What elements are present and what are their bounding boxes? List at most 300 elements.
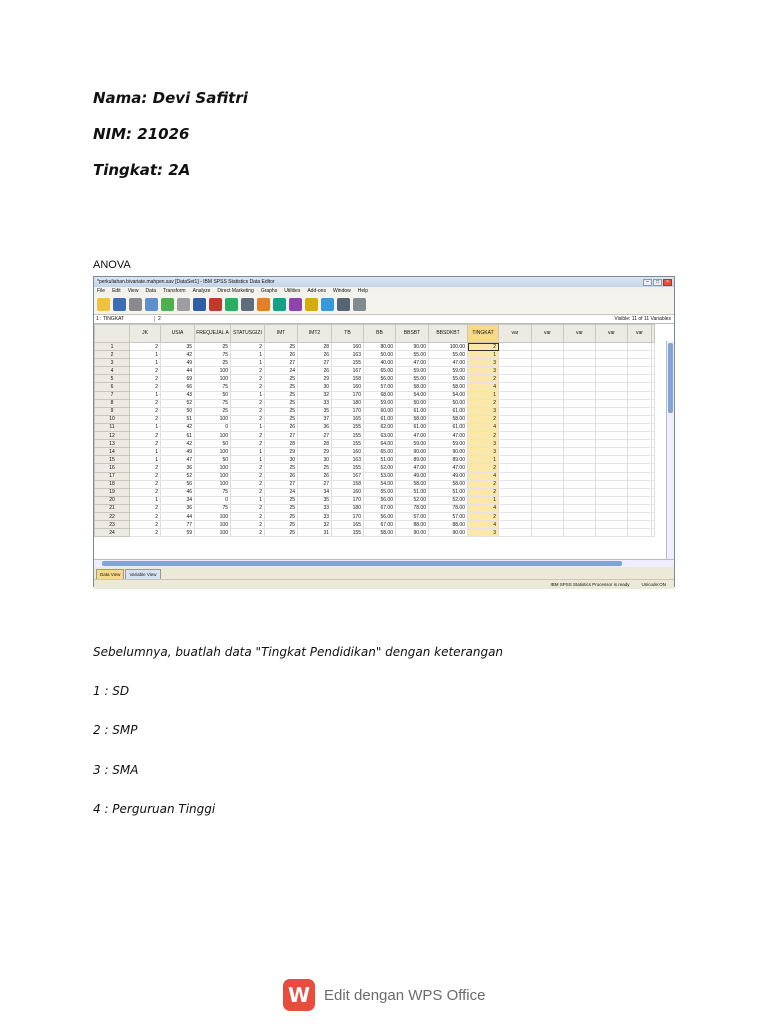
- table-cell[interactable]: 155: [332, 359, 364, 367]
- empty-cell[interactable]: [596, 504, 628, 512]
- table-cell[interactable]: 2: [231, 480, 265, 488]
- empty-cell[interactable]: [628, 383, 652, 391]
- table-cell[interactable]: 2: [468, 432, 499, 440]
- close-icon[interactable]: ×: [663, 279, 672, 286]
- table-cell[interactable]: 34: [298, 488, 332, 496]
- empty-cell[interactable]: [596, 367, 628, 375]
- empty-cell[interactable]: [596, 488, 628, 496]
- empty-cell[interactable]: [628, 375, 652, 383]
- table-cell[interactable]: 4: [468, 383, 499, 391]
- table-cell[interactable]: 3: [468, 407, 499, 415]
- menu-item[interactable]: View: [127, 288, 139, 294]
- table-cell[interactable]: 50.00: [396, 399, 429, 407]
- table-cell[interactable]: 90.00: [396, 529, 429, 537]
- wps-edit-link[interactable]: Edit dengan WPS Office: [324, 986, 486, 1004]
- table-cell[interactable]: 2: [231, 432, 265, 440]
- table-cell[interactable]: 61.00: [364, 415, 396, 423]
- table-cell[interactable]: 2: [130, 512, 161, 520]
- table-cell[interactable]: 50.00: [429, 399, 468, 407]
- empty-cell[interactable]: [499, 440, 532, 448]
- table-cell[interactable]: 2: [130, 529, 161, 537]
- maximize-icon[interactable]: □: [653, 279, 662, 286]
- table-cell[interactable]: 2: [231, 399, 265, 407]
- table-cell[interactable]: 1: [130, 496, 161, 504]
- table-cell[interactable]: 24: [265, 488, 298, 496]
- empty-cell[interactable]: [596, 521, 628, 529]
- table-cell[interactable]: 51.00: [396, 488, 429, 496]
- table-cell[interactable]: 3: [468, 529, 499, 537]
- empty-cell[interactable]: [499, 343, 532, 351]
- table-cell[interactable]: 25: [195, 343, 231, 351]
- empty-cell[interactable]: [564, 415, 596, 423]
- table-cell[interactable]: 167: [332, 472, 364, 480]
- empty-cell[interactable]: [499, 504, 532, 512]
- table-cell[interactable]: 35: [298, 407, 332, 415]
- table-cell[interactable]: 60.00: [364, 407, 396, 415]
- table-cell[interactable]: 25: [265, 383, 298, 391]
- split-file-icon[interactable]: [289, 298, 302, 311]
- table-cell[interactable]: 100: [195, 415, 231, 423]
- menu-item[interactable]: Edit: [112, 288, 121, 294]
- table-cell[interactable]: 26: [265, 351, 298, 359]
- empty-cell[interactable]: [532, 375, 564, 383]
- table-cell[interactable]: 1: [468, 456, 499, 464]
- table-cell[interactable]: 55.00: [396, 351, 429, 359]
- table-cell[interactable]: 50: [195, 456, 231, 464]
- empty-cell[interactable]: [628, 415, 652, 423]
- table-cell[interactable]: 2: [130, 504, 161, 512]
- table-cell[interactable]: 0: [195, 496, 231, 504]
- empty-cell[interactable]: [596, 375, 628, 383]
- empty-cell[interactable]: [499, 351, 532, 359]
- column-header[interactable]: var: [564, 325, 596, 343]
- table-cell[interactable]: 4: [468, 521, 499, 529]
- table-cell[interactable]: 30: [265, 456, 298, 464]
- table-cell[interactable]: 59.00: [396, 367, 429, 375]
- table-cell[interactable]: 27: [265, 359, 298, 367]
- table-cell[interactable]: 1: [231, 496, 265, 504]
- empty-cell[interactable]: [499, 432, 532, 440]
- column-header[interactable]: USIA: [161, 325, 195, 343]
- empty-cell[interactable]: [532, 351, 564, 359]
- empty-cell[interactable]: [628, 440, 652, 448]
- row-number[interactable]: 17: [95, 472, 130, 480]
- table-cell[interactable]: 2: [231, 367, 265, 375]
- empty-cell[interactable]: [628, 448, 652, 456]
- table-cell[interactable]: 55.00: [429, 375, 468, 383]
- table-cell[interactable]: 68.00: [364, 391, 396, 399]
- empty-cell[interactable]: [628, 488, 652, 496]
- row-number[interactable]: 22: [95, 512, 130, 520]
- table-cell[interactable]: 50: [195, 391, 231, 399]
- table-cell[interactable]: 28: [265, 440, 298, 448]
- table-cell[interactable]: 25: [265, 512, 298, 520]
- empty-cell[interactable]: [596, 456, 628, 464]
- table-cell[interactable]: 100: [195, 512, 231, 520]
- weight-cases-icon[interactable]: [305, 298, 318, 311]
- table-cell[interactable]: 0: [195, 423, 231, 431]
- table-cell[interactable]: 25: [265, 343, 298, 351]
- empty-cell[interactable]: [596, 512, 628, 520]
- goto-case-icon[interactable]: [193, 298, 206, 311]
- table-cell[interactable]: 25: [265, 407, 298, 415]
- table-cell[interactable]: 59.00: [429, 440, 468, 448]
- table-cell[interactable]: 90.00: [396, 343, 429, 351]
- table-cell[interactable]: 25: [265, 521, 298, 529]
- row-number[interactable]: 16: [95, 464, 130, 472]
- table-cell[interactable]: 25: [298, 464, 332, 472]
- table-cell[interactable]: 1: [130, 456, 161, 464]
- table-cell[interactable]: 26: [298, 472, 332, 480]
- table-cell[interactable]: 40.00: [364, 359, 396, 367]
- table-cell[interactable]: 35: [161, 343, 195, 351]
- table-cell[interactable]: 59.00: [364, 399, 396, 407]
- table-cell[interactable]: 163: [332, 351, 364, 359]
- empty-cell[interactable]: [628, 423, 652, 431]
- table-cell[interactable]: 77: [161, 521, 195, 529]
- empty-cell[interactable]: [596, 440, 628, 448]
- insert-cases-icon[interactable]: [257, 298, 270, 311]
- table-cell[interactable]: 54.00: [429, 391, 468, 399]
- empty-cell[interactable]: [628, 367, 652, 375]
- table-cell[interactable]: 2: [468, 375, 499, 383]
- column-header[interactable]: TINGKAT: [468, 325, 499, 343]
- table-cell[interactable]: 44: [161, 367, 195, 375]
- empty-cell[interactable]: [499, 529, 532, 537]
- empty-cell[interactable]: [532, 367, 564, 375]
- empty-cell[interactable]: [564, 448, 596, 456]
- empty-cell[interactable]: [499, 383, 532, 391]
- table-cell[interactable]: 66: [161, 383, 195, 391]
- table-cell[interactable]: 2: [130, 383, 161, 391]
- menu-item[interactable]: File: [97, 288, 106, 294]
- table-cell[interactable]: 88.00: [429, 521, 468, 529]
- goto-variable-icon[interactable]: [209, 298, 222, 311]
- table-cell[interactable]: 180: [332, 504, 364, 512]
- table-cell[interactable]: 160: [332, 488, 364, 496]
- insert-variable-icon[interactable]: [273, 298, 286, 311]
- empty-cell[interactable]: [628, 521, 652, 529]
- table-cell[interactable]: 100: [195, 472, 231, 480]
- table-cell[interactable]: 2: [130, 432, 161, 440]
- table-cell[interactable]: 33: [298, 512, 332, 520]
- table-cell[interactable]: 36: [161, 504, 195, 512]
- empty-cell[interactable]: [628, 391, 652, 399]
- row-number[interactable]: 3: [95, 359, 130, 367]
- table-cell[interactable]: 61.00: [396, 423, 429, 431]
- table-cell[interactable]: 62.00: [364, 423, 396, 431]
- table-cell[interactable]: 25: [265, 375, 298, 383]
- row-number[interactable]: 19: [95, 488, 130, 496]
- table-cell[interactable]: 29: [265, 448, 298, 456]
- table-cell[interactable]: 42: [161, 440, 195, 448]
- empty-cell[interactable]: [499, 480, 532, 488]
- empty-cell[interactable]: [532, 359, 564, 367]
- table-cell[interactable]: 49: [161, 448, 195, 456]
- table-cell[interactable]: 47.00: [429, 432, 468, 440]
- menu-item[interactable]: Data: [145, 288, 156, 294]
- empty-cell[interactable]: [532, 343, 564, 351]
- row-number[interactable]: 24: [95, 529, 130, 537]
- empty-cell[interactable]: [532, 399, 564, 407]
- table-cell[interactable]: 51.00: [429, 488, 468, 496]
- empty-cell[interactable]: [596, 432, 628, 440]
- table-cell[interactable]: 59.00: [396, 440, 429, 448]
- table-cell[interactable]: 2: [130, 472, 161, 480]
- table-cell[interactable]: 2: [231, 407, 265, 415]
- table-cell[interactable]: 2: [231, 512, 265, 520]
- table-cell[interactable]: 160: [332, 448, 364, 456]
- variables-icon[interactable]: [225, 298, 238, 311]
- row-number[interactable]: 13: [95, 440, 130, 448]
- table-cell[interactable]: 89.00: [396, 456, 429, 464]
- table-cell[interactable]: 56.00: [364, 512, 396, 520]
- table-cell[interactable]: 52.00: [364, 464, 396, 472]
- table-cell[interactable]: 170: [332, 496, 364, 504]
- row-number[interactable]: 1: [95, 343, 130, 351]
- table-cell[interactable]: 1: [130, 359, 161, 367]
- column-header[interactable]: IMT: [265, 325, 298, 343]
- table-cell[interactable]: 2: [231, 440, 265, 448]
- empty-cell[interactable]: [628, 432, 652, 440]
- table-cell[interactable]: 78.00: [396, 504, 429, 512]
- empty-cell[interactable]: [564, 383, 596, 391]
- table-cell[interactable]: 27: [265, 480, 298, 488]
- row-number[interactable]: 12: [95, 432, 130, 440]
- table-cell[interactable]: 51.00: [364, 456, 396, 464]
- column-header[interactable]: var: [499, 325, 532, 343]
- empty-cell[interactable]: [564, 351, 596, 359]
- empty-cell[interactable]: [564, 512, 596, 520]
- empty-cell[interactable]: [564, 480, 596, 488]
- empty-cell[interactable]: [596, 448, 628, 456]
- empty-cell[interactable]: [564, 464, 596, 472]
- empty-cell[interactable]: [532, 448, 564, 456]
- table-cell[interactable]: 2: [130, 367, 161, 375]
- table-cell[interactable]: 59.00: [429, 367, 468, 375]
- menu-item[interactable]: Analyze: [192, 288, 211, 294]
- table-cell[interactable]: 100: [195, 432, 231, 440]
- table-cell[interactable]: 26: [265, 423, 298, 431]
- table-cell[interactable]: 2: [130, 375, 161, 383]
- table-cell[interactable]: 170: [332, 512, 364, 520]
- table-cell[interactable]: 2: [468, 488, 499, 496]
- table-cell[interactable]: 52.00: [396, 496, 429, 504]
- table-cell[interactable]: 75: [195, 488, 231, 496]
- table-cell[interactable]: 58.00: [429, 480, 468, 488]
- table-cell[interactable]: 59: [161, 529, 195, 537]
- table-cell[interactable]: 2: [130, 407, 161, 415]
- table-cell[interactable]: 47.00: [429, 359, 468, 367]
- table-cell[interactable]: 2: [468, 343, 499, 351]
- table-cell[interactable]: 4: [468, 472, 499, 480]
- table-cell[interactable]: 88.00: [396, 521, 429, 529]
- table-cell[interactable]: 1: [130, 423, 161, 431]
- table-cell[interactable]: 42: [161, 423, 195, 431]
- empty-cell[interactable]: [596, 399, 628, 407]
- table-cell[interactable]: 158: [332, 480, 364, 488]
- empty-cell[interactable]: [596, 343, 628, 351]
- table-cell[interactable]: 160: [332, 343, 364, 351]
- table-cell[interactable]: 1: [468, 391, 499, 399]
- empty-cell[interactable]: [499, 359, 532, 367]
- empty-cell[interactable]: [564, 375, 596, 383]
- minimize-icon[interactable]: –: [643, 279, 652, 286]
- row-number[interactable]: 2: [95, 351, 130, 359]
- table-cell[interactable]: 2: [130, 480, 161, 488]
- row-number[interactable]: 18: [95, 480, 130, 488]
- table-cell[interactable]: 2: [468, 512, 499, 520]
- column-header[interactable]: var: [628, 325, 652, 343]
- table-cell[interactable]: 100: [195, 480, 231, 488]
- wps-footer[interactable]: [283, 979, 485, 1011]
- table-cell[interactable]: 1: [231, 448, 265, 456]
- table-cell[interactable]: 100: [195, 529, 231, 537]
- column-header[interactable]: JK: [130, 325, 161, 343]
- empty-cell[interactable]: [499, 375, 532, 383]
- menu-item[interactable]: Add-ons: [307, 288, 326, 294]
- table-cell[interactable]: 3: [468, 448, 499, 456]
- table-cell[interactable]: 167: [332, 367, 364, 375]
- table-cell[interactable]: 26: [298, 367, 332, 375]
- table-cell[interactable]: 2: [231, 464, 265, 472]
- empty-cell[interactable]: [532, 512, 564, 520]
- table-cell[interactable]: 65.00: [364, 448, 396, 456]
- empty-cell[interactable]: [499, 496, 532, 504]
- table-cell[interactable]: 89.00: [429, 456, 468, 464]
- table-cell[interactable]: 55.00: [396, 375, 429, 383]
- empty-cell[interactable]: [499, 521, 532, 529]
- row-number[interactable]: 6: [95, 383, 130, 391]
- empty-cell[interactable]: [596, 407, 628, 415]
- empty-cell[interactable]: [532, 423, 564, 431]
- column-header[interactable]: IMT2: [298, 325, 332, 343]
- table-cell[interactable]: 160: [332, 383, 364, 391]
- menu-item[interactable]: Direct Marketing: [217, 288, 254, 294]
- value-labels-icon[interactable]: [337, 298, 350, 311]
- table-cell[interactable]: 2: [468, 464, 499, 472]
- table-cell[interactable]: 30: [298, 456, 332, 464]
- table-cell[interactable]: 155: [332, 440, 364, 448]
- table-cell[interactable]: 54.00: [396, 391, 429, 399]
- table-cell[interactable]: 165: [332, 521, 364, 529]
- table-cell[interactable]: 33: [298, 399, 332, 407]
- select-cases-icon[interactable]: [321, 298, 334, 311]
- print-icon[interactable]: [129, 298, 142, 311]
- empty-cell[interactable]: [628, 504, 652, 512]
- use-sets-icon[interactable]: [353, 298, 366, 311]
- table-cell[interactable]: 75: [195, 504, 231, 512]
- empty-cell[interactable]: [499, 488, 532, 496]
- empty-cell[interactable]: [532, 480, 564, 488]
- table-cell[interactable]: 36: [298, 423, 332, 431]
- table-cell[interactable]: 52.00: [429, 496, 468, 504]
- menu-item[interactable]: Graphs: [260, 288, 278, 294]
- column-header[interactable]: BB: [364, 325, 396, 343]
- row-number[interactable]: 10: [95, 415, 130, 423]
- menu-item[interactable]: Utilities: [284, 288, 301, 294]
- table-cell[interactable]: 57.00: [364, 383, 396, 391]
- table-cell[interactable]: 155: [332, 464, 364, 472]
- empty-cell[interactable]: [532, 456, 564, 464]
- empty-cell[interactable]: [564, 423, 596, 431]
- empty-cell[interactable]: [499, 464, 532, 472]
- undo-icon[interactable]: [161, 298, 174, 311]
- empty-cell[interactable]: [628, 512, 652, 520]
- empty-cell[interactable]: [628, 480, 652, 488]
- table-cell[interactable]: 47: [161, 456, 195, 464]
- table-cell[interactable]: 1: [231, 351, 265, 359]
- table-cell[interactable]: 50.00: [364, 351, 396, 359]
- table-cell[interactable]: 33: [298, 504, 332, 512]
- table-cell[interactable]: 4: [468, 504, 499, 512]
- empty-cell[interactable]: [564, 432, 596, 440]
- column-header[interactable]: BBSBT: [396, 325, 429, 343]
- table-cell[interactable]: 180: [332, 399, 364, 407]
- empty-cell[interactable]: [564, 488, 596, 496]
- table-cell[interactable]: 2: [231, 415, 265, 423]
- table-cell[interactable]: 27: [265, 432, 298, 440]
- menu-item[interactable]: Help: [357, 288, 369, 294]
- table-cell[interactable]: 26: [265, 472, 298, 480]
- empty-cell[interactable]: [499, 423, 532, 431]
- find-icon[interactable]: [241, 298, 254, 311]
- empty-cell[interactable]: [596, 423, 628, 431]
- empty-cell[interactable]: [596, 472, 628, 480]
- table-cell[interactable]: 25: [195, 407, 231, 415]
- table-cell[interactable]: 37: [298, 415, 332, 423]
- empty-cell[interactable]: [499, 456, 532, 464]
- table-cell[interactable]: 1: [231, 456, 265, 464]
- table-cell[interactable]: 2: [130, 399, 161, 407]
- empty-cell[interactable]: [564, 521, 596, 529]
- table-cell[interactable]: 2: [130, 521, 161, 529]
- empty-cell[interactable]: [596, 383, 628, 391]
- table-cell[interactable]: 50: [195, 440, 231, 448]
- table-cell[interactable]: 58.00: [429, 383, 468, 391]
- empty-cell[interactable]: [564, 391, 596, 399]
- empty-cell[interactable]: [564, 504, 596, 512]
- empty-cell[interactable]: [628, 472, 652, 480]
- table-cell[interactable]: 27: [298, 432, 332, 440]
- column-header[interactable]: STATUSGIZI: [231, 325, 265, 343]
- table-cell[interactable]: 78.00: [429, 504, 468, 512]
- empty-cell[interactable]: [628, 464, 652, 472]
- table-cell[interactable]: 2: [231, 343, 265, 351]
- table-cell[interactable]: 67.00: [364, 521, 396, 529]
- table-cell[interactable]: 34: [161, 496, 195, 504]
- table-cell[interactable]: 170: [332, 391, 364, 399]
- empty-cell[interactable]: [499, 407, 532, 415]
- row-number[interactable]: 20: [95, 496, 130, 504]
- table-cell[interactable]: 2: [468, 399, 499, 407]
- empty-cell[interactable]: [596, 415, 628, 423]
- save-icon[interactable]: [113, 298, 126, 311]
- row-number[interactable]: 9: [95, 407, 130, 415]
- row-number[interactable]: 5: [95, 375, 130, 383]
- table-cell[interactable]: 42: [161, 351, 195, 359]
- redo-icon[interactable]: [177, 298, 190, 311]
- column-header[interactable]: FREQJEJAL A: [195, 325, 231, 343]
- empty-cell[interactable]: [532, 415, 564, 423]
- table-cell[interactable]: 4: [468, 423, 499, 431]
- table-cell[interactable]: 56.00: [364, 496, 396, 504]
- vertical-scrollbar[interactable]: [666, 341, 674, 559]
- empty-cell[interactable]: [628, 456, 652, 464]
- table-cell[interactable]: 25: [265, 415, 298, 423]
- row-number[interactable]: 11: [95, 423, 130, 431]
- table-cell[interactable]: 25: [265, 496, 298, 504]
